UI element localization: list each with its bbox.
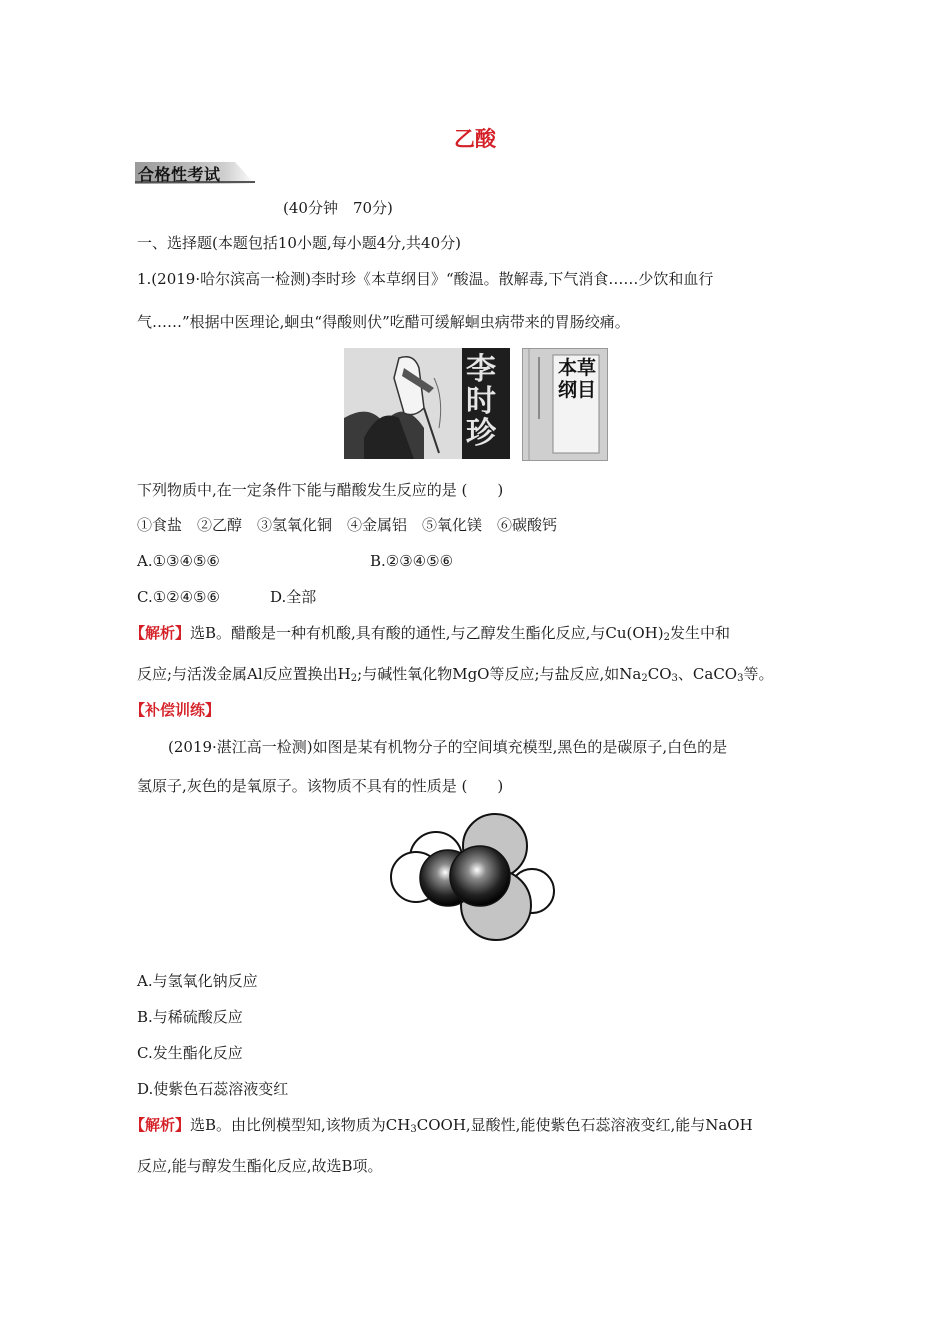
book-title: 本草纲目 [557, 357, 596, 401]
q1-option-b: B.②③④⑤⑥ [370, 552, 454, 570]
banner-label: 合格性考试 [138, 165, 221, 184]
supp-text-2: 氢原子,灰色的是氧原子。该物质不具有的性质是 ( ) [137, 777, 504, 795]
answer-text: 、CaCO [677, 665, 738, 683]
supp-option-d: D.使紫色石蕊溶液变红 [137, 1080, 289, 1098]
answer-text: CO [647, 665, 672, 683]
q1-answer-line-2 [137, 664, 774, 684]
q1-stem: 下列物质中,在一定条件下能与醋酸发生反应的是 ( ) [137, 481, 504, 499]
section-banner [135, 162, 255, 184]
page-title: 乙酸 [454, 127, 496, 151]
subscript: 2 [641, 673, 648, 684]
li-shizhen-image [344, 348, 510, 459]
answer-text: 选B。由比例模型知,该物质为CH [190, 1116, 411, 1134]
section-heading: 一、选择题(本题包括10小题,每小题4分,共40分) [137, 234, 461, 252]
answer-text: 发生中和 [669, 624, 730, 642]
answer-text: 选B。醋酸是一种有机酸,具有酸的通性,与乙醇发生酯化反应,与Cu(OH) [190, 624, 664, 642]
carbon-atom [450, 846, 510, 906]
answer-text: 等。 [743, 665, 774, 683]
answer-tag: 【解析】 [130, 624, 191, 642]
q1-answer-line-1 [130, 623, 730, 643]
supp-option-a: A.与氢氧化钠反应 [137, 972, 258, 990]
supp-text-1: (2019·湛江高一检测)如图是某有机物分子的空间填充模型,黑色的是碳原子,白色的是 [168, 738, 728, 756]
supp-answer-line-2: 反应,能与醇发生酯化反应,故选B项。 [137, 1157, 383, 1175]
q1-text-1: 1.(2019·哈尔滨高一检测)李时珍《本草纲目》“酸温。散解毒,下气消食……少饮和血行 [137, 270, 714, 288]
answer-text: COOH,显酸性,能使紫色石蕊溶液变红,能与NaOH [416, 1116, 753, 1134]
subscript: 2 [350, 673, 358, 684]
subscript: 2 [663, 632, 670, 643]
q1-text-2: 气……”根据中医理论,蛔虫“得酸则伏”吃醋可缓解蛔虫病带来的胃肠绞痛。 [137, 313, 630, 331]
answer-tag: 【解析】 [130, 1116, 191, 1134]
li-shizhen-name: 李时珍 [466, 352, 496, 451]
q1-option-a: A.①③④⑤⑥ [137, 552, 220, 570]
subscript: 3 [737, 673, 744, 684]
answer-text: 反应;与活泼金属Al反应置换出H [137, 665, 351, 683]
q1-items: ①食盐 ②乙醇 ③氢氧化铜 ④金属铝 ⑤氧化镁 ⑥碳酸钙 [137, 516, 558, 534]
supp-answer-line-1 [130, 1115, 753, 1135]
subscript: 3 [410, 1124, 417, 1135]
time-score: (40分钟 70分) [283, 199, 393, 217]
q1-option-d: D.全部 [270, 588, 317, 606]
answer-text: ;与碱性氧化物MgO等反应;与盐反应,如Na [357, 665, 642, 683]
molecule-model [388, 808, 564, 942]
supplement-label: 【补偿训练】 [130, 701, 221, 719]
subscript: 3 [671, 673, 678, 684]
supp-option-b: B.与稀硫酸反应 [137, 1008, 243, 1026]
supp-option-c: C.发生酯化反应 [137, 1044, 243, 1062]
q1-option-c: C.①②④⑤⑥ [137, 588, 220, 606]
supplement-tag [130, 700, 220, 720]
bencao-book-image [522, 348, 608, 461]
